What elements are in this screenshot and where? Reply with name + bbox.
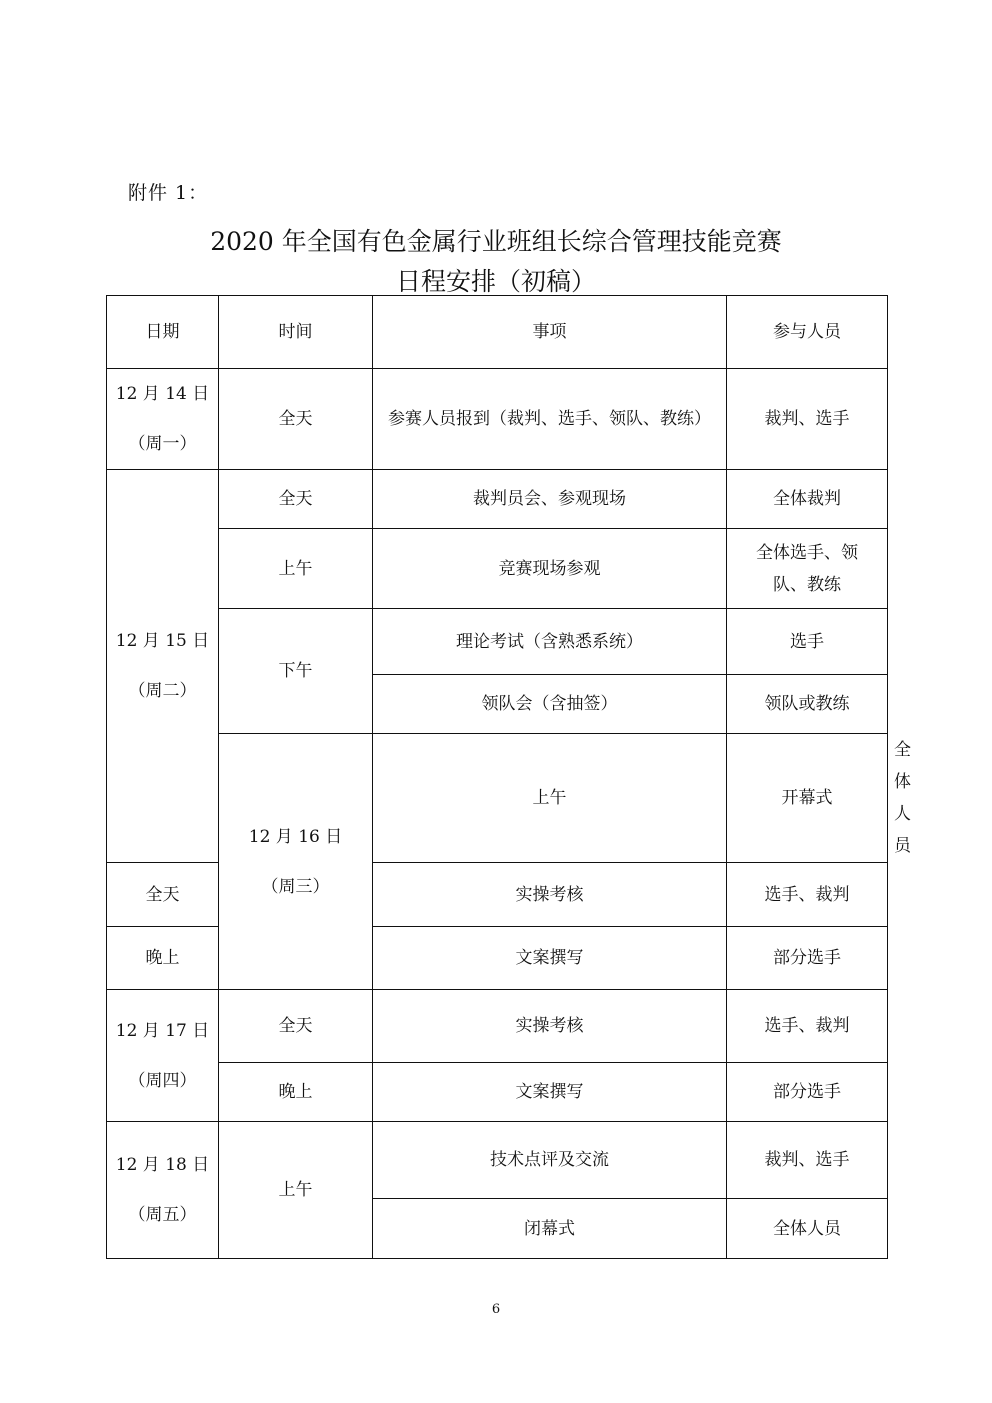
page-number: 6 xyxy=(491,1302,501,1317)
document-subtitle: 日程安排（初稿） xyxy=(395,267,596,296)
time-cell: 全天 xyxy=(219,990,373,1063)
people-cell: 选手 xyxy=(727,609,888,675)
time-cell: 全天 xyxy=(219,470,373,529)
header-time: 时间 xyxy=(219,296,373,369)
people-text-line2: 队、教练 xyxy=(773,574,841,595)
people-cell: 部分选手 xyxy=(727,927,888,990)
people-text-line1: 全体选手、领 xyxy=(756,542,858,563)
weekday-text: （周三） xyxy=(261,876,330,897)
date-text: 12 月 18 日 xyxy=(115,1155,210,1175)
table-row: 12 月 16 日 （周三） 上午 开幕式 全体人员 xyxy=(107,734,888,863)
item-cell: 技术点评及交流 xyxy=(373,1122,727,1199)
weekday-text: （周二） xyxy=(128,681,197,701)
table-header-row xyxy=(107,296,888,369)
people-cell: 选手、裁判 xyxy=(727,990,888,1063)
people-cell xyxy=(727,529,888,609)
item-cell: 闭幕式 xyxy=(373,1199,727,1259)
attachment-label: 附件 1： xyxy=(128,182,209,204)
table-row xyxy=(107,470,888,529)
time-cell: 晚上 xyxy=(107,927,219,990)
item-cell: 文案撰写 xyxy=(373,927,727,990)
item-cell: 实操考核 xyxy=(373,863,727,927)
people-cell: 部分选手 xyxy=(727,1063,888,1122)
item-cell: 参赛人员报到（裁判、选手、领队、教练） xyxy=(373,369,727,470)
schedule-table xyxy=(106,295,911,1259)
date-text: 12 月 14 日 xyxy=(115,384,210,404)
people-cell: 领队或教练 xyxy=(727,675,888,734)
people-cell: 裁判、选手 xyxy=(727,1122,888,1199)
date-text: 12 月 17 日 xyxy=(115,1020,210,1041)
time-cell: 全天 xyxy=(107,863,219,927)
people-cell: 全体人员 xyxy=(727,1199,888,1259)
time-cell: 上午 xyxy=(219,529,373,609)
item-cell: 竞赛现场参观 xyxy=(373,529,727,609)
item-cell: 裁判员会、参观现场 xyxy=(373,470,727,529)
table-row xyxy=(107,609,888,675)
time-cell: 上午 xyxy=(219,1122,373,1259)
date-text: 12 月 15 日 xyxy=(115,631,210,651)
item-cell: 开幕式 xyxy=(727,734,888,863)
time-cell: 全天 xyxy=(219,369,373,470)
date-cell xyxy=(107,1122,219,1259)
table-row xyxy=(107,990,888,1063)
header-people: 参与人员 xyxy=(727,296,888,369)
header-item: 事项 xyxy=(373,296,727,369)
date-cell xyxy=(107,470,219,863)
time-cell: 下午 xyxy=(219,609,373,734)
item-cell: 理论考试（含熟悉系统） xyxy=(373,609,727,675)
item-cell: 实操考核 xyxy=(373,990,727,1063)
header-date: 日期 xyxy=(107,296,219,369)
table-row xyxy=(107,369,888,470)
time-cell: 晚上 xyxy=(219,1063,373,1122)
weekday-text: （周五） xyxy=(128,1205,197,1225)
date-cell xyxy=(107,990,219,1122)
people-cell: 选手、裁判 xyxy=(727,863,888,927)
item-cell: 文案撰写 xyxy=(373,1063,727,1122)
table-row xyxy=(107,529,888,609)
time-cell: 上午 xyxy=(373,734,727,863)
people-cell: 裁判、选手 xyxy=(727,369,888,470)
date-cell xyxy=(219,734,373,990)
people-cell: 全体裁判 xyxy=(727,470,888,529)
weekday-text: （周四） xyxy=(128,1070,197,1091)
date-text: 12 月 16 日 xyxy=(248,826,343,847)
item-cell: 领队会（含抽签） xyxy=(373,675,727,734)
table-row xyxy=(107,1063,888,1122)
table-row xyxy=(107,1122,888,1199)
date-cell xyxy=(107,369,219,470)
document-title: 2020 年全国有色金属行业班组长综合管理技能竞赛 xyxy=(210,227,782,256)
weekday-text: （周一） xyxy=(128,434,197,454)
